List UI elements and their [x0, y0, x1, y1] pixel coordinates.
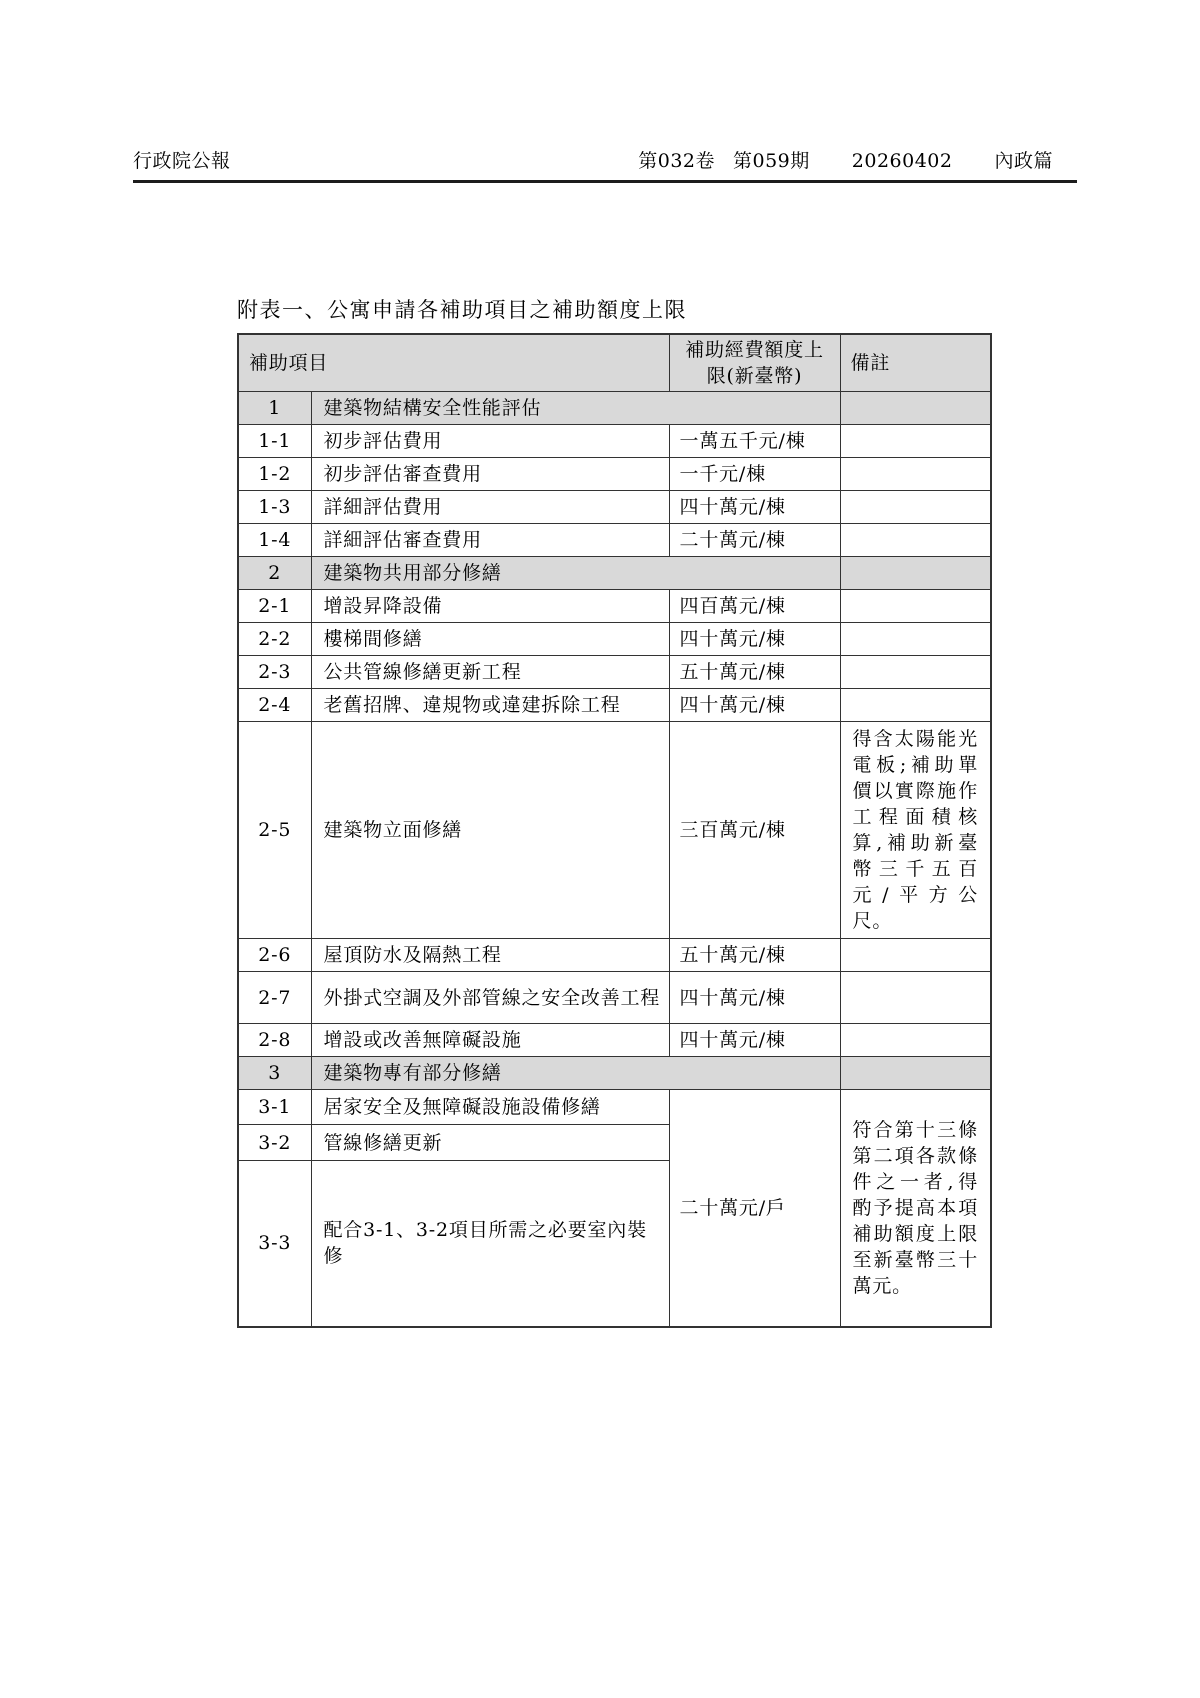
remark-cell	[840, 972, 991, 1024]
item-row-1-4	[238, 524, 991, 557]
header-amount-cell: 補助經費額度上限(新臺幣)	[669, 334, 840, 392]
row-number-cell: 1-4	[238, 524, 311, 557]
remark-cell: 得含太陽能光電板;補助單價以實際施作工程面積核算,補助新臺幣三千五百元/平方公尺。	[840, 722, 991, 939]
row-number-cell: 1-1	[238, 425, 311, 458]
section-row-3	[238, 1057, 991, 1090]
remark-cell	[840, 656, 991, 689]
remark-cell	[840, 1024, 991, 1057]
item-row-2-1	[238, 590, 991, 623]
amount-cell: 四十萬元/棟	[669, 491, 840, 524]
amount-cell: 四十萬元/棟	[669, 1024, 840, 1057]
row-number-cell: 3	[238, 1057, 311, 1090]
item-desc-cell: 屋頂防水及隔熱工程	[311, 939, 669, 972]
item-row-2-6	[238, 939, 991, 972]
page-header	[133, 148, 1077, 183]
section-title-cell: 建築物共用部分修繕	[311, 557, 840, 590]
item-desc-cell: 詳細評估審查費用	[311, 524, 669, 557]
row-number-cell: 1-2	[238, 458, 311, 491]
amount-cell: 三百萬元/棟	[669, 722, 840, 939]
item-desc-cell: 樓梯間修繕	[311, 623, 669, 656]
item-desc-cell: 增設昇降設備	[311, 590, 669, 623]
date-label: 20260402	[851, 150, 953, 172]
amount-cell: 四十萬元/棟	[669, 623, 840, 656]
volume-label: 第032卷	[638, 150, 715, 172]
remark-cell	[840, 623, 991, 656]
remark-cell-merged: 符合第十三條第二項各款條件之一者,得酌予提高本項補助額度上限至新臺幣三十萬元。	[840, 1090, 991, 1327]
item-desc-cell: 增設或改善無障礙設施	[311, 1024, 669, 1057]
remark-cell	[840, 491, 991, 524]
amount-cell: 一萬五千元/棟	[669, 425, 840, 458]
header-remark-cell: 備註	[840, 334, 991, 392]
amount-cell: 二十萬元/棟	[669, 524, 840, 557]
section-label: 內政篇	[994, 150, 1053, 172]
publication-title: 行政院公報	[133, 150, 231, 172]
page-header-meta	[638, 148, 1077, 174]
item-desc-cell: 建築物立面修繕	[311, 722, 669, 939]
item-desc-cell: 詳細評估費用	[311, 491, 669, 524]
table-title: 附表一、公寓申請各補助項目之補助額度上限	[237, 298, 687, 322]
remark-cell	[840, 524, 991, 557]
amount-cell: 五十萬元/棟	[669, 939, 840, 972]
row-number-cell: 3-1	[238, 1090, 311, 1125]
row-number-cell: 2-4	[238, 689, 311, 722]
remark-cell	[840, 392, 991, 425]
row-number-cell: 2-5	[238, 722, 311, 939]
item-desc-cell: 老舊招牌、違規物或違建拆除工程	[311, 689, 669, 722]
section-row-1	[238, 392, 991, 425]
row-number-cell: 1	[238, 392, 311, 425]
item-row-2-7	[238, 972, 991, 1024]
item-row-2-4	[238, 689, 991, 722]
item-desc-cell: 配合3-1、3-2項目所需之必要室內裝修	[311, 1161, 669, 1327]
issue-label: 第059期	[733, 150, 810, 172]
section-row-2	[238, 557, 991, 590]
remark-cell	[840, 458, 991, 491]
page-content	[237, 294, 990, 1328]
amount-cell: 一千元/棟	[669, 458, 840, 491]
item-desc-cell: 公共管線修繕更新工程	[311, 656, 669, 689]
amount-cell: 四十萬元/棟	[669, 972, 840, 1024]
row-number-cell: 3-3	[238, 1161, 311, 1327]
row-number-cell: 2-6	[238, 939, 311, 972]
item-row-1-3	[238, 491, 991, 524]
item-row-3-1	[238, 1090, 991, 1125]
row-number-cell: 2-8	[238, 1024, 311, 1057]
item-desc-cell: 管線修繕更新	[311, 1125, 669, 1161]
remark-cell	[840, 425, 991, 458]
amount-cell: 四百萬元/棟	[669, 590, 840, 623]
amount-cell: 五十萬元/棟	[669, 656, 840, 689]
remark-cell	[840, 557, 991, 590]
item-row-2-8	[238, 1024, 991, 1057]
table-header-row	[238, 334, 991, 392]
item-desc-cell: 外掛式空調及外部管線之安全改善工程	[311, 972, 669, 1024]
row-number-cell: 2-3	[238, 656, 311, 689]
row-number-cell: 2-1	[238, 590, 311, 623]
section-title-cell: 建築物結構安全性能評估	[311, 392, 840, 425]
remark-cell	[840, 1057, 991, 1090]
remark-cell	[840, 689, 991, 722]
item-row-2-5	[238, 722, 991, 939]
row-number-cell: 3-2	[238, 1125, 311, 1161]
row-number-cell: 2	[238, 557, 311, 590]
amount-cell-merged: 二十萬元/戶	[669, 1090, 840, 1327]
section-title-cell: 建築物專有部分修繕	[311, 1057, 840, 1090]
row-number-cell: 2-7	[238, 972, 311, 1024]
row-number-cell: 1-3	[238, 491, 311, 524]
amount-cell: 四十萬元/棟	[669, 689, 840, 722]
remark-cell	[840, 590, 991, 623]
item-row-2-2	[238, 623, 991, 656]
item-row-1-2	[238, 458, 991, 491]
row-number-cell: 2-2	[238, 623, 311, 656]
item-desc-cell: 初步評估審查費用	[311, 458, 669, 491]
item-row-1-1	[238, 425, 991, 458]
subsidy-table	[237, 333, 992, 1328]
item-desc-cell: 居家安全及無障礙設施設備修繕	[311, 1090, 669, 1125]
item-row-2-3	[238, 656, 991, 689]
item-desc-cell: 初步評估費用	[311, 425, 669, 458]
remark-cell	[840, 939, 991, 972]
header-item-cell: 補助項目	[238, 334, 669, 392]
